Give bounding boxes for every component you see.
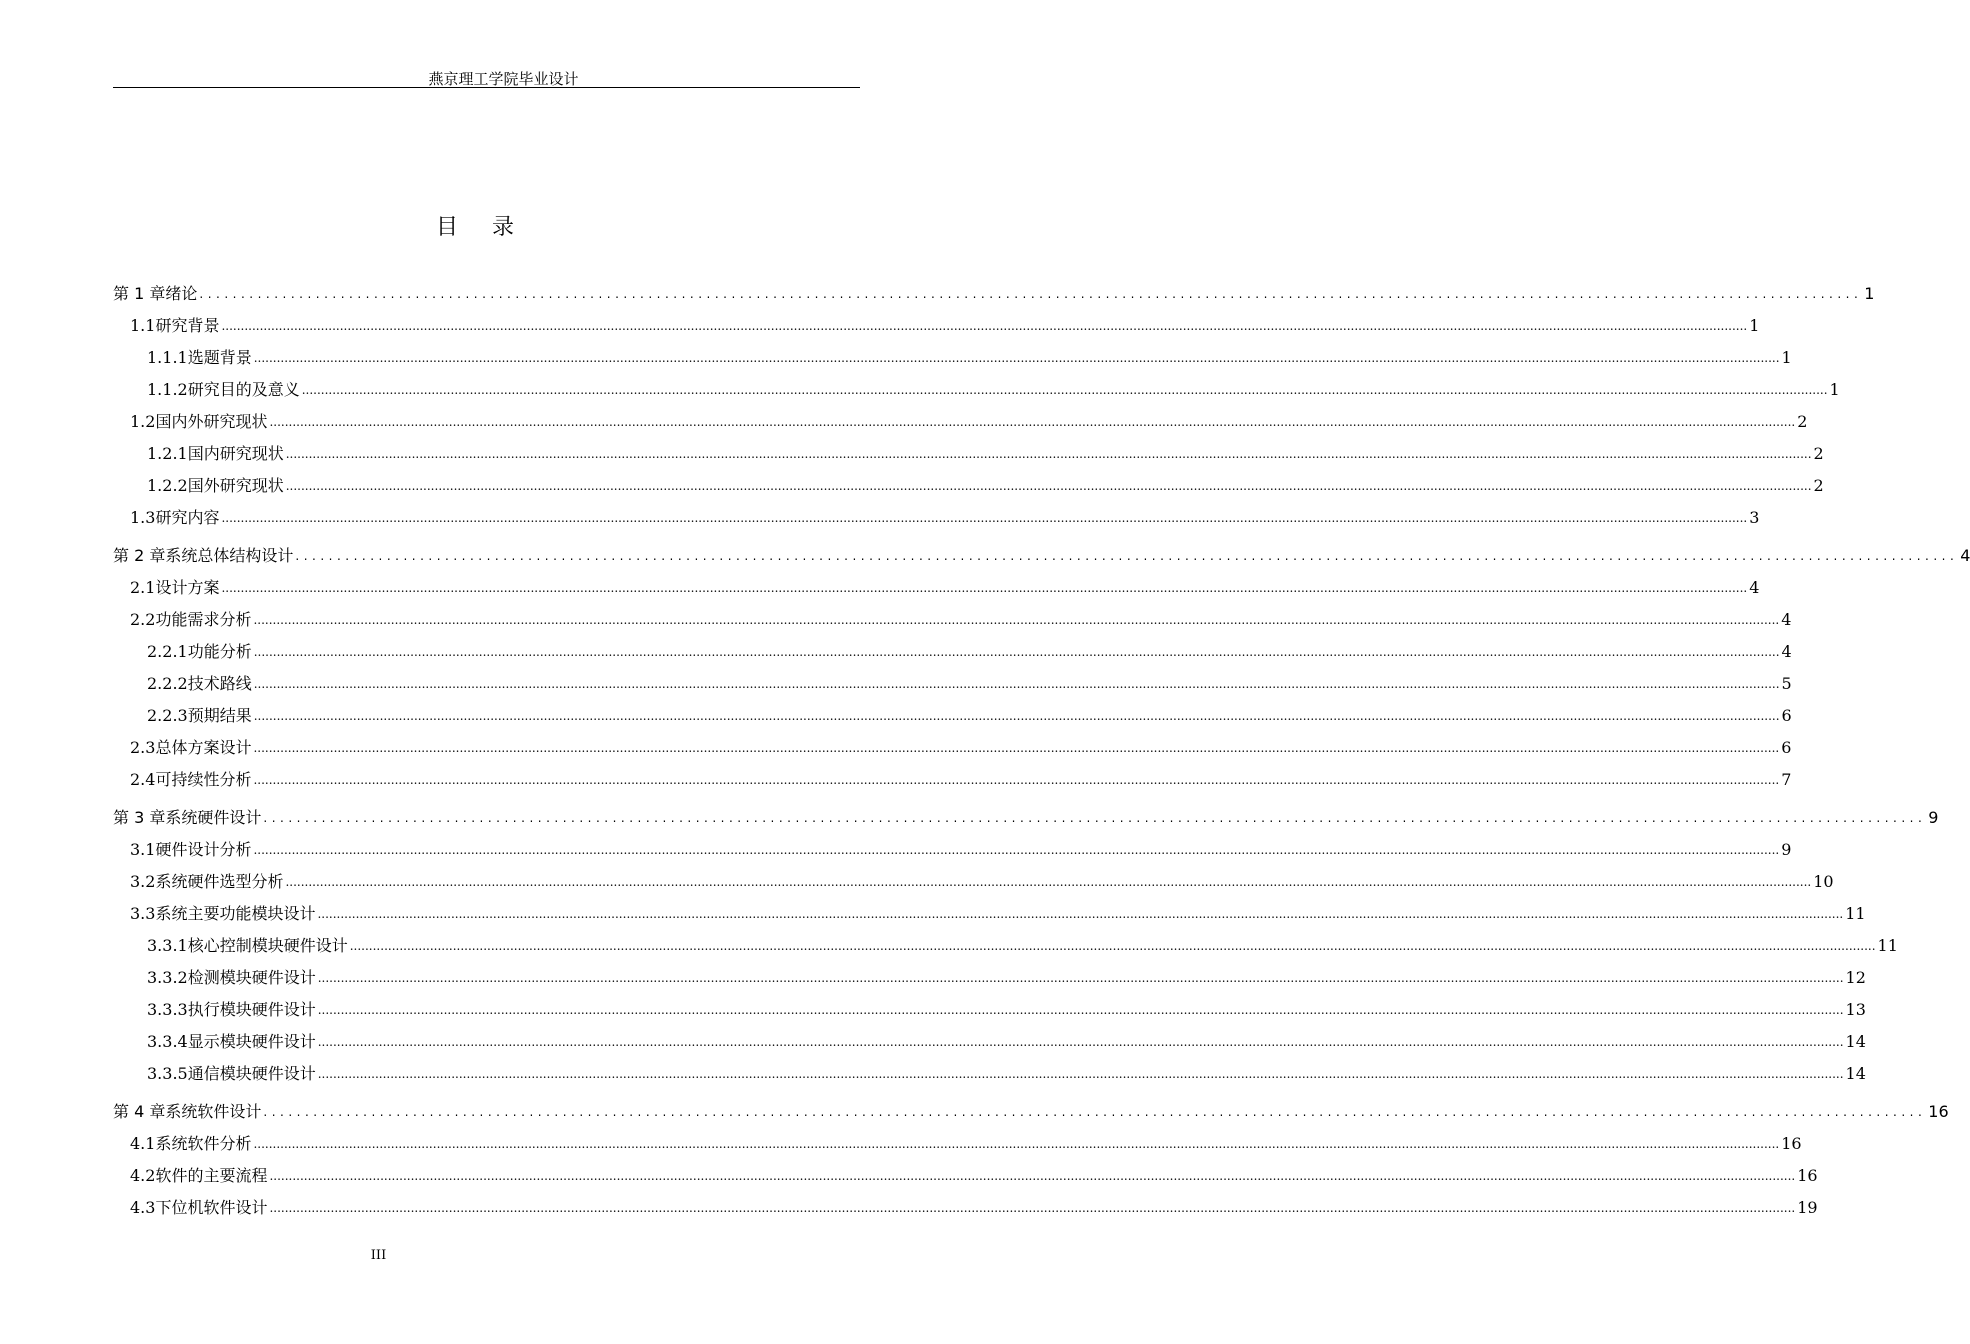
header-text: 燕京理工学院毕业设计 xyxy=(428,70,579,88)
toc-dot-leader: ................................................................................................................................................................................................................................................................................................................................................................................................................ xyxy=(221,319,1748,333)
toc-entry-number: 3.3 xyxy=(130,904,156,923)
toc-section-entry[interactable] xyxy=(113,1128,1802,1160)
toc-entry-number: 1.1.2 xyxy=(147,380,188,399)
toc-entry-number: 3.3.3 xyxy=(147,1000,188,1019)
toc-section-entry[interactable] xyxy=(113,374,1840,406)
toc-section-entry[interactable] xyxy=(113,1026,1866,1058)
toc-entry-title: 系统软件分析 xyxy=(155,1134,252,1153)
toc-entry-page: 1 xyxy=(1864,284,1875,303)
toc-dot-leader: ................................................................................................................................................................................................................................................................................................................................................................................................................ xyxy=(317,1035,1844,1049)
toc-entry-page: 1 xyxy=(1781,348,1792,367)
toc-entry-title: 设计方案 xyxy=(155,578,220,597)
toc-entry-title: 硬件设计分析 xyxy=(155,840,252,859)
toc-entry-title: 系统硬件选型分析 xyxy=(155,872,284,891)
toc-dot-leader: ................................................................................................................................................................................................................................................................................................................................................................................................................ xyxy=(253,677,1780,691)
toc-dot-leader: ................................................................................................................................................................................................................................................................................................................................................................................................................ xyxy=(269,415,1796,429)
toc-section-entry[interactable] xyxy=(113,764,1792,796)
toc-entry-title: 系统总体结构设计 xyxy=(165,546,294,565)
toc-entry-title: 研究背景 xyxy=(155,316,220,335)
toc-entry-page: 6 xyxy=(1781,706,1792,725)
toc-chapter-entry[interactable] xyxy=(113,802,1939,834)
toc-entry-title: 显示模块硬件设计 xyxy=(187,1032,316,1051)
toc-dot-leader: ................................................................................................................................................................................................................................................................................................................................................................................................................ xyxy=(221,581,1748,595)
toc-entry-page: 11 xyxy=(1877,936,1898,955)
toc-entry-number: 第 2 章 xyxy=(113,546,166,565)
toc-dot-leader: ........................................................................................................................................................................................................ xyxy=(199,287,1863,301)
toc-entry-page: 3 xyxy=(1749,508,1760,527)
toc-entry-number: 2.4 xyxy=(130,770,156,789)
toc-entry-title: 功能需求分析 xyxy=(155,610,252,629)
toc-entry-number: 2.2.1 xyxy=(147,642,188,661)
toc-dot-leader: ................................................................................................................................................................................................................................................................................................................................................................................................................ xyxy=(285,479,1812,493)
toc-entry-number: 3.3.4 xyxy=(147,1032,188,1051)
toc-entry-title: 绪论 xyxy=(165,284,198,303)
toc-entry-page: 9 xyxy=(1781,840,1792,859)
toc-dot-leader: ................................................................................................................................................................................................................................................................................................................................................................................................................ xyxy=(253,843,1780,857)
toc-entry-number: 2.2.2 xyxy=(147,674,188,693)
toc-entry-title: 下位机软件设计 xyxy=(155,1198,268,1217)
toc-section-entry[interactable] xyxy=(113,700,1792,732)
toc-entry-number: 第 1 章 xyxy=(113,284,166,303)
toc-dot-leader: ........................................................................................................................................................................................................ xyxy=(295,549,1959,563)
toc-dot-leader: ................................................................................................................................................................................................................................................................................................................................................................................................................ xyxy=(253,351,1780,365)
toc-entry-number: 3.3.5 xyxy=(147,1064,188,1083)
toc-entry-title: 系统主要功能模块设计 xyxy=(155,904,316,923)
toc-dot-leader: ................................................................................................................................................................................................................................................................................................................................................................................................................ xyxy=(269,1169,1796,1183)
toc-section-entry[interactable] xyxy=(113,636,1792,668)
table-of-contents xyxy=(113,278,1970,1224)
toc-entry-number: 1.2.2 xyxy=(147,476,188,495)
toc-entry-title: 研究内容 xyxy=(155,508,220,527)
toc-entry-number: 2.1 xyxy=(130,578,156,597)
toc-entry-title: 国内外研究现状 xyxy=(155,412,268,431)
toc-entry-title: 软件的主要流程 xyxy=(155,1166,268,1185)
toc-entry-number: 4.3 xyxy=(130,1198,156,1217)
toc-dot-leader: ................................................................................................................................................................................................................................................................................................................................................................................................................ xyxy=(253,1137,1780,1151)
toc-entry-page: 13 xyxy=(1845,1000,1866,1019)
toc-entry-number: 1.3 xyxy=(130,508,156,527)
toc-entry-page: 19 xyxy=(1797,1198,1818,1217)
toc-dot-leader: ................................................................................................................................................................................................................................................................................................................................................................................................................ xyxy=(253,613,1780,627)
toc-entry-number: 4.2 xyxy=(130,1166,156,1185)
toc-dot-leader: ........................................................................................................................................................................................................ xyxy=(263,811,1927,825)
toc-entry-title: 功能分析 xyxy=(187,642,252,661)
toc-entry-number: 1.2 xyxy=(130,412,156,431)
toc-entry-page: 1 xyxy=(1829,380,1840,399)
toc-title xyxy=(0,210,950,241)
toc-entry-page: 6 xyxy=(1781,738,1792,757)
toc-dot-leader: ................................................................................................................................................................................................................................................................................................................................................................................................................ xyxy=(285,875,1812,889)
toc-entry-title: 研究目的及意义 xyxy=(187,380,300,399)
toc-chapter-entry[interactable] xyxy=(113,278,1875,310)
toc-entry-page: 4 xyxy=(1781,610,1792,629)
toc-section-entry[interactable] xyxy=(113,866,1834,898)
toc-dot-leader: ................................................................................................................................................................................................................................................................................................................................................................................................................ xyxy=(269,1201,1796,1215)
toc-section-entry[interactable] xyxy=(113,834,1792,866)
toc-section-entry[interactable] xyxy=(113,310,1760,342)
toc-entry-number: 第 4 章 xyxy=(113,1102,166,1121)
toc-entry-page: 4 xyxy=(1749,578,1760,597)
toc-entry-number: 第 3 章 xyxy=(113,808,166,827)
toc-dot-leader: ........................................................................................................................................................................................................ xyxy=(263,1105,1927,1119)
toc-dot-leader: ................................................................................................................................................................................................................................................................................................................................................................................................................ xyxy=(301,383,1828,397)
toc-dot-leader: ................................................................................................................................................................................................................................................................................................................................................................................................................ xyxy=(317,1067,1844,1081)
toc-entry-title: 核心控制模块硬件设计 xyxy=(187,936,348,955)
toc-entry-number: 2.2.3 xyxy=(147,706,188,725)
toc-section-entry[interactable] xyxy=(113,470,1824,502)
toc-dot-leader: ................................................................................................................................................................................................................................................................................................................................................................................................................ xyxy=(285,447,1812,461)
toc-entry-number: 1.1 xyxy=(130,316,156,335)
toc-entry-page: 1 xyxy=(1749,316,1760,335)
toc-entry-page: 16 xyxy=(1781,1134,1802,1153)
toc-section-entry[interactable] xyxy=(113,438,1824,470)
toc-section-entry[interactable] xyxy=(113,1160,1818,1192)
toc-section-entry[interactable] xyxy=(113,604,1792,636)
toc-dot-leader: ................................................................................................................................................................................................................................................................................................................................................................................................................ xyxy=(253,709,1780,723)
toc-section-entry[interactable] xyxy=(113,898,1866,930)
toc-section-entry[interactable] xyxy=(113,962,1866,994)
page-header xyxy=(113,68,860,88)
toc-entry-number: 1.2.1 xyxy=(147,444,188,463)
toc-section-entry[interactable] xyxy=(113,406,1808,438)
toc-entry-page: 12 xyxy=(1845,968,1866,987)
toc-entry-title: 预期结果 xyxy=(187,706,252,725)
toc-section-entry[interactable] xyxy=(113,930,1898,962)
toc-dot-leader: ................................................................................................................................................................................................................................................................................................................................................................................................................ xyxy=(349,939,1876,953)
toc-chapter-entry[interactable] xyxy=(113,1096,1949,1128)
toc-entry-title: 系统硬件设计 xyxy=(165,808,262,827)
toc-entry-title: 选题背景 xyxy=(187,348,252,367)
toc-entry-page: 14 xyxy=(1845,1064,1866,1083)
toc-entry-title: 国外研究现状 xyxy=(187,476,284,495)
toc-entry-title: 可持续性分析 xyxy=(155,770,252,789)
toc-entry-page: 5 xyxy=(1781,674,1792,693)
toc-dot-leader: ................................................................................................................................................................................................................................................................................................................................................................................................................ xyxy=(253,645,1780,659)
toc-entry-page: 16 xyxy=(1928,1102,1949,1121)
page-number: III xyxy=(370,1248,387,1263)
toc-entry-title: 执行模块硬件设计 xyxy=(187,1000,316,1019)
toc-entry-title: 系统软件设计 xyxy=(165,1102,262,1121)
toc-section-entry[interactable] xyxy=(113,572,1760,604)
toc-entry-page: 11 xyxy=(1845,904,1866,923)
toc-entry-title: 总体方案设计 xyxy=(155,738,252,757)
toc-section-entry[interactable] xyxy=(113,1058,1866,1090)
toc-entry-title: 技术路线 xyxy=(187,674,252,693)
toc-dot-leader: ................................................................................................................................................................................................................................................................................................................................................................................................................ xyxy=(317,907,1844,921)
toc-entry-title: 通信模块硬件设计 xyxy=(187,1064,316,1083)
toc-dot-leader: ................................................................................................................................................................................................................................................................................................................................................................................................................ xyxy=(253,741,1780,755)
toc-section-entry[interactable] xyxy=(113,668,1792,700)
toc-title-char-1: 目 xyxy=(435,215,458,240)
toc-dot-leader: ................................................................................................................................................................................................................................................................................................................................................................................................................ xyxy=(317,1003,1844,1017)
toc-entry-page: 4 xyxy=(1781,642,1792,661)
toc-entry-title: 国内研究现状 xyxy=(187,444,284,463)
toc-entry-page: 10 xyxy=(1813,872,1834,891)
toc-dot-leader: ................................................................................................................................................................................................................................................................................................................................................................................................................ xyxy=(317,971,1844,985)
toc-entry-number: 4.1 xyxy=(130,1134,156,1153)
toc-entry-page: 2 xyxy=(1813,444,1824,463)
toc-entry-page: 2 xyxy=(1813,476,1824,495)
toc-section-entry[interactable] xyxy=(113,732,1792,764)
toc-section-entry[interactable] xyxy=(113,342,1792,374)
toc-section-entry[interactable] xyxy=(113,502,1760,534)
toc-entry-number: 2.2 xyxy=(130,610,156,629)
toc-entry-page: 14 xyxy=(1845,1032,1866,1051)
toc-entry-title: 检测模块硬件设计 xyxy=(187,968,316,987)
toc-title-char-2: 录 xyxy=(492,215,515,240)
toc-dot-leader: ................................................................................................................................................................................................................................................................................................................................................................................................................ xyxy=(221,511,1748,525)
toc-chapter-entry[interactable] xyxy=(113,540,1970,572)
toc-entry-number: 3.2 xyxy=(130,872,156,891)
toc-entry-page: 7 xyxy=(1781,770,1792,789)
toc-entry-page: 2 xyxy=(1797,412,1808,431)
toc-entry-page: 9 xyxy=(1928,808,1939,827)
toc-entry-number: 3.1 xyxy=(130,840,156,859)
toc-section-entry[interactable] xyxy=(113,1192,1818,1224)
toc-entry-number: 3.3.1 xyxy=(147,936,188,955)
toc-entry-page: 4 xyxy=(1960,546,1970,565)
toc-section-entry[interactable] xyxy=(113,994,1866,1026)
toc-dot-leader: ................................................................................................................................................................................................................................................................................................................................................................................................................ xyxy=(253,773,1780,787)
toc-entry-number: 2.3 xyxy=(130,738,156,757)
toc-entry-number: 1.1.1 xyxy=(147,348,188,367)
toc-entry-page: 16 xyxy=(1797,1166,1818,1185)
toc-entry-number: 3.3.2 xyxy=(147,968,188,987)
